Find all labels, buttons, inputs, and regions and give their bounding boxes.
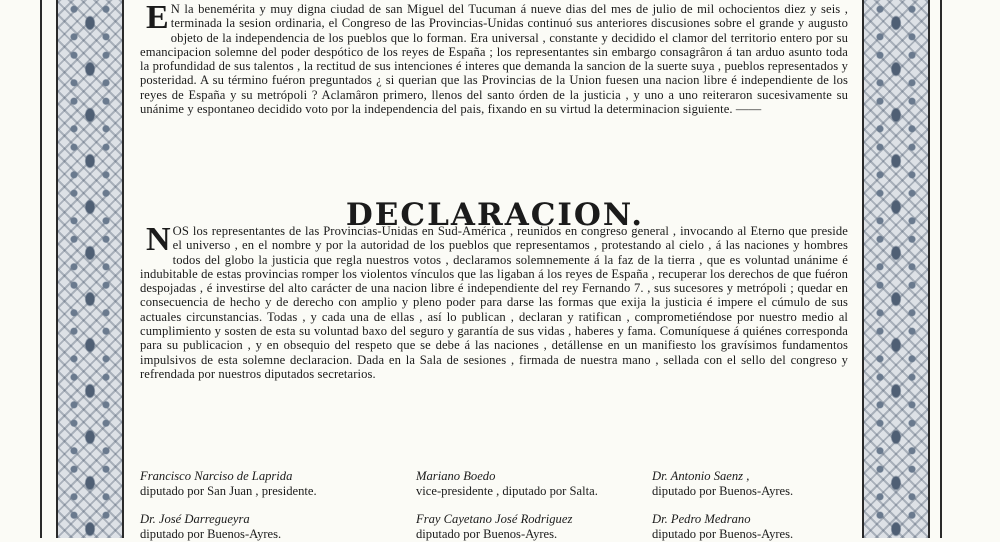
preamble-paragraph	[140, 2, 848, 116]
signatory-role: diputado por Buenos-Ayres.	[140, 527, 282, 541]
outer-rule-left	[40, 0, 42, 538]
declaration-drop-cap: N	[146, 221, 171, 258]
ornamental-border-left	[56, 0, 124, 538]
document-title: DECLARACION.	[345, 197, 645, 233]
signatory-role: diputado por Buenos-Ayres.	[416, 527, 558, 541]
signatory-name: Dr. Antonio Saenz ,	[652, 469, 750, 483]
document-body	[140, 0, 850, 541]
preamble-drop-cap: E	[146, 0, 169, 36]
declaration-text: OS los representantes de las Provincias-Unidas en Sud-América , reunidos en congreso general , invocando al Eterno que preside el universo , en el nombre y por la autoridad de los pueblos que representamos , protestando al cielo , á las naciones y hombres todos del globo la justicia que regla nuestros votos , declaramos solemnemente á la faz de la tierra , que es voluntad unánime é indubitable de estas provincias romper los violentos vínculos que las ligaban á los reyes de España , recuperar los derechos de que fuéron despojadas , é investirse del alto carácter de una nacion libre é independiente del rey Fernando 7. , sus sucesores y metrópoli ; quedar en consecuencia de hecho y de derecho con amplio y pleno poder para darse las formas que exija la justicia é impere el cúmulo de sus actuales circunstancias. Todas , y cada una de ellas , así lo publican , declaran y ratifican , comprometiéndose por nuestro medio al cumplimiento y sosten de esta su voluntad baxo del seguro y garantía de sus vidas , haberes y fama. Comuníquese á quiénes corresponda para su publicacion , y en obsequio del respeto que se debe á las naciones , detállense en un manifiesto los gravísimos fundamentos impulsivos de esta solemne declaracion. Dada en la Sala de sesiones , firmada de nuestra mano , sellada con el sello del congreso y refrendada por nuestros diputados secretarios.	[140, 224, 848, 381]
signatory-name: Fray Cayetano José Rodriguez	[416, 512, 573, 526]
signatory-name: Mariano Boedo	[416, 469, 496, 483]
signatory-role: diputado por San Juan , presidente.	[140, 484, 317, 498]
signatory-name: Dr. Pedro Medrano	[652, 512, 751, 526]
signatory-role: diputado por Buenos-Ayres.	[652, 527, 794, 541]
signatory-name: Francisco Narciso de Laprida	[140, 469, 293, 483]
signatory-role: vice-presidente , diputado por Salta.	[416, 484, 598, 498]
signature-block	[416, 469, 598, 499]
signatory-role: diputado por Buenos-Ayres.	[652, 484, 794, 498]
declaration-paragraph	[140, 221, 848, 381]
outer-rule-right	[940, 0, 942, 538]
ornamental-border-right	[862, 0, 930, 538]
preamble-text: N la benemérita y muy digna ciudad de san Miguel del Tucuman á nueve dias del mes de julio de mil ochocientos diez y seis , terminada la sesion ordinaria, el Congreso de las Provincias-Unidas continuó sus anteriores discusiones sobre el grande y augusto objeto de la independencia de los pueblos que lo forman. Era universal , constante y decidido el clamor del territorio entero por su emancipacion solemne del poder despótico de los reyes de España ; los representantes sin embargo consagrâron á tan arduo asunto toda la profundidad de sus talentos , la rectitud de sus intenciones é interes que demanda la sancion de la suerte suya , pueblos representados y posteridad. A su término fuéron preguntados ¿ si querian que las Provincias de la Union fuesen una nacion libre é independiente de los reyes de España y su metrópoli ? Aclamâron primero, llenos del santo órden de la justicia , y uno a uno reiteraron sucesivamente su unánime y espontaneo decidido voto por la independencia del pais, fixando en su virtud la determinacion siguiente. ——	[140, 2, 848, 117]
signatory-name: Dr. José Darregueyra	[140, 512, 250, 526]
signature-block	[652, 469, 793, 499]
signature-block	[140, 469, 317, 499]
